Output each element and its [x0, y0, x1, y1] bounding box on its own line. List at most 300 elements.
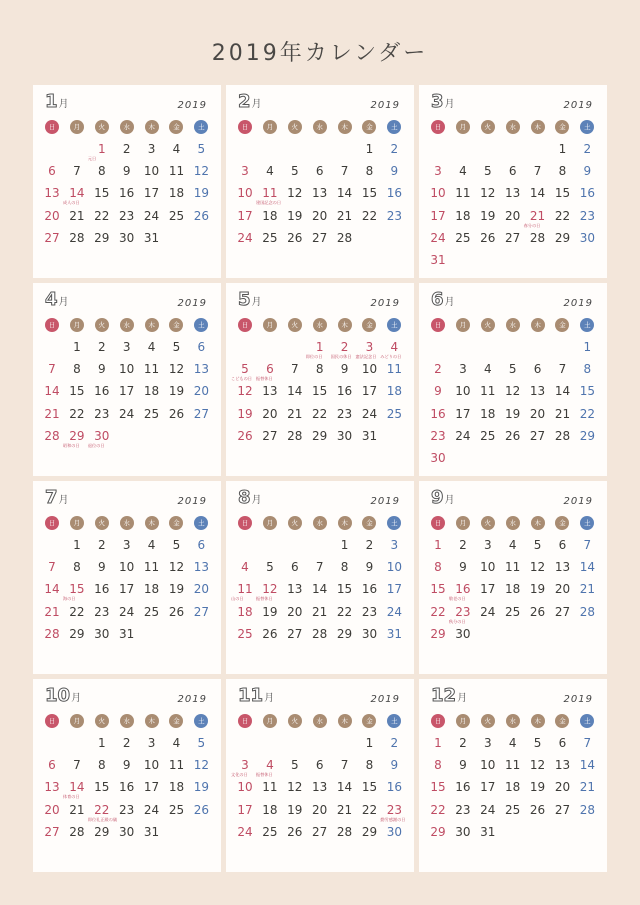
day-cell	[358, 359, 383, 381]
month-number: 10	[45, 685, 71, 706]
day-cell	[165, 337, 190, 359]
day-cell	[259, 624, 284, 646]
day-cell	[427, 448, 452, 470]
weekday-badge: 月	[70, 318, 84, 332]
weekday-badge: 火	[481, 318, 495, 332]
day-cell	[309, 426, 334, 448]
day-number: 8	[434, 758, 442, 773]
day-cell	[427, 228, 452, 250]
holiday-name: 退位の日	[87, 442, 105, 448]
day-cell	[116, 183, 141, 205]
day-cell	[165, 404, 190, 426]
day-number: 26	[505, 428, 521, 443]
day-number: 28	[336, 230, 353, 245]
day-cell	[259, 381, 284, 403]
day-cell	[91, 755, 116, 777]
day-cell	[91, 777, 116, 799]
day-cell	[502, 183, 527, 205]
day-number: 21	[579, 780, 595, 795]
day-cell	[41, 228, 66, 250]
day-number: 11	[505, 758, 521, 773]
day-number: 23	[386, 802, 402, 817]
day-number: 12	[193, 758, 209, 773]
day-cell	[141, 183, 166, 205]
day-cell	[234, 228, 259, 250]
day-number: 21	[44, 604, 60, 619]
month-number: 11	[238, 685, 264, 706]
day-cell	[334, 381, 359, 403]
day-number: 4	[390, 340, 399, 354]
month-number: 12	[431, 685, 457, 706]
empty-cell	[527, 139, 552, 161]
day-number: 7	[340, 758, 349, 773]
day-number: 15	[69, 582, 85, 597]
day-number: 28	[554, 428, 571, 443]
day-cell	[91, 822, 116, 844]
day-cell	[141, 535, 166, 557]
day-cell	[383, 579, 408, 601]
day-number: 26	[168, 406, 185, 421]
day-cell	[309, 381, 334, 403]
day-cell	[383, 381, 408, 403]
day-number: 10	[237, 780, 253, 795]
empty-cell	[284, 139, 309, 161]
day-number: 5	[533, 538, 542, 552]
day-number: 27	[287, 626, 303, 641]
month-unit: 月	[251, 495, 262, 506]
day-cell	[527, 800, 552, 822]
day-number: 18	[262, 802, 278, 817]
day-cell	[358, 404, 383, 426]
day-number: 16	[119, 186, 135, 201]
day-number: 4	[483, 362, 492, 377]
year-label: 2019	[563, 496, 593, 507]
weekday-header	[45, 120, 219, 134]
weekday-badge: 土	[580, 120, 594, 134]
empty-cell	[284, 535, 309, 557]
day-cell	[259, 426, 284, 448]
day-number: 23	[386, 208, 402, 223]
day-number: 18	[143, 384, 160, 399]
day-number: 14	[529, 186, 546, 201]
weekday-badge: 金	[555, 318, 569, 332]
day-cell	[576, 139, 601, 161]
holiday-name: 体育の日	[62, 794, 80, 800]
day-number: 10	[480, 560, 496, 575]
day-number: 15	[336, 582, 353, 597]
day-cell	[165, 602, 190, 624]
day-number: 15	[69, 384, 85, 399]
day-number: 25	[480, 428, 496, 443]
day-cell	[66, 404, 91, 426]
day-number: 24	[386, 604, 402, 619]
day-number: 29	[579, 428, 595, 443]
day-cell	[141, 602, 166, 624]
empty-cell	[284, 733, 309, 755]
day-number: 22	[69, 604, 85, 619]
holiday-name: 文化の日	[231, 772, 248, 778]
year-label: 2019	[370, 694, 400, 705]
day-number: 11	[262, 780, 278, 795]
day-number: 3	[147, 142, 156, 156]
month-card-1	[33, 85, 221, 278]
day-number: 15	[430, 582, 446, 597]
day-number: 25	[505, 802, 521, 817]
weekday-badge: 水	[313, 120, 327, 134]
day-cell	[358, 139, 383, 161]
weekday-badge: 日	[431, 516, 445, 530]
day-number: 31	[480, 824, 496, 839]
day-number: 23	[579, 208, 595, 223]
day-cell	[234, 404, 259, 426]
day-cell	[255, 183, 284, 206]
weekday-badge: 月	[70, 120, 84, 134]
day-cell	[66, 557, 91, 579]
day-number: 11	[143, 362, 160, 377]
weekday-badge: 木	[145, 120, 159, 134]
empty-cell	[41, 535, 66, 557]
weekday-badge: 日	[45, 318, 59, 332]
weekday-badge: 火	[481, 516, 495, 530]
day-number: 16	[579, 186, 595, 201]
day-cell	[41, 800, 66, 822]
day-number: 28	[529, 230, 546, 245]
day-cell	[551, 183, 576, 205]
empty-cell	[309, 733, 334, 755]
day-cell	[259, 206, 284, 228]
day-cell	[427, 733, 452, 755]
month-header	[238, 487, 262, 508]
day-number: 4	[241, 560, 249, 575]
day-number: 25	[262, 824, 278, 839]
day-number: 2	[340, 340, 349, 354]
day-cell	[62, 777, 91, 800]
day-cell	[358, 535, 383, 557]
day-cell	[448, 602, 477, 624]
day-cell	[165, 359, 190, 381]
weekday-badge: 木	[145, 516, 159, 530]
weekday-badge: 金	[555, 714, 569, 728]
page-title: 2019年カレンダー	[211, 41, 429, 66]
day-cell	[358, 183, 383, 205]
day-number: 12	[168, 560, 185, 575]
weekday-badge: 木	[531, 714, 545, 728]
day-number: 4	[459, 164, 467, 179]
holiday-name: 春分の日	[523, 222, 541, 228]
day-number: 7	[583, 538, 592, 552]
day-cell	[116, 359, 141, 381]
day-cell	[284, 800, 309, 822]
holiday-name: こどもの日	[231, 376, 252, 382]
day-cell	[576, 206, 601, 228]
month-card-10	[33, 679, 221, 872]
day-number: 25	[455, 230, 471, 245]
day-cell	[309, 359, 334, 381]
day-number: 10	[119, 560, 135, 575]
day-cell	[477, 777, 502, 799]
day-number: 3	[390, 538, 399, 552]
day-cell	[527, 359, 552, 381]
day-number: 9	[122, 164, 131, 179]
month-header	[431, 91, 455, 112]
day-number: 13	[44, 780, 60, 795]
month-unit: 月	[457, 693, 468, 704]
day-cell	[116, 161, 141, 183]
day-number: 5	[290, 758, 299, 773]
day-cell	[66, 755, 91, 777]
day-number: 12	[237, 384, 253, 399]
day-cell	[576, 755, 601, 777]
day-cell	[165, 755, 190, 777]
empty-cell	[502, 139, 527, 161]
year-label: 2019	[177, 100, 207, 111]
weekday-badge: 月	[263, 120, 277, 134]
day-cell	[576, 381, 601, 403]
day-cell	[427, 755, 452, 777]
weekday-badge: 土	[387, 516, 401, 530]
weekday-badge: 火	[288, 516, 302, 530]
day-number: 19	[480, 208, 496, 223]
day-grid	[234, 139, 408, 250]
day-number: 6	[558, 538, 567, 552]
month-unit: 月	[264, 693, 275, 704]
day-cell	[91, 579, 116, 601]
day-cell	[576, 535, 601, 557]
day-number: 16	[336, 384, 353, 399]
day-cell	[91, 161, 116, 183]
empty-cell	[551, 337, 576, 359]
day-number: 7	[73, 164, 81, 179]
day-cell	[383, 822, 408, 844]
day-number: 17	[143, 186, 160, 201]
day-cell	[452, 228, 477, 250]
weekday-header	[431, 120, 605, 134]
weekday-badge: 月	[70, 714, 84, 728]
empty-cell	[259, 139, 284, 161]
month-card-3	[419, 85, 607, 278]
weekday-badge: 日	[431, 714, 445, 728]
day-number: 20	[529, 406, 546, 421]
day-cell	[334, 206, 359, 228]
day-cell	[309, 579, 334, 601]
day-cell	[284, 426, 309, 448]
day-number: 25	[505, 604, 521, 619]
day-number: 29	[336, 626, 353, 641]
day-number: 6	[197, 340, 206, 354]
month-header	[45, 487, 69, 508]
day-number: 1	[73, 340, 81, 354]
day-number: 14	[44, 384, 60, 399]
day-number: 14	[554, 384, 571, 399]
day-cell	[284, 161, 309, 183]
day-cell	[141, 800, 166, 822]
day-number: 30	[119, 824, 135, 839]
day-number: 15	[554, 186, 571, 201]
day-cell	[190, 535, 215, 557]
day-cell	[380, 337, 408, 359]
day-cell	[190, 183, 215, 205]
day-number: 9	[390, 758, 399, 773]
day-cell	[452, 183, 477, 205]
day-cell	[452, 800, 477, 822]
day-number: 26	[193, 208, 209, 223]
month-header	[238, 289, 262, 310]
day-cell	[551, 777, 576, 799]
day-number: 31	[386, 626, 402, 641]
day-number: 1	[97, 142, 106, 156]
day-cell	[551, 800, 576, 822]
day-number: 4	[508, 538, 517, 552]
day-cell	[87, 426, 116, 448]
day-cell	[427, 206, 452, 228]
day-cell	[477, 359, 502, 381]
day-number: 14	[287, 384, 303, 399]
month-header	[431, 487, 455, 508]
day-cell	[284, 579, 309, 601]
day-number: 13	[505, 186, 521, 201]
month-number: 6	[431, 289, 444, 310]
day-number: 5	[483, 164, 492, 179]
day-number: 20	[312, 802, 328, 817]
day-cell	[527, 381, 552, 403]
day-number: 23	[336, 406, 353, 421]
day-cell	[116, 800, 141, 822]
day-grid	[231, 535, 408, 646]
weekday-badge: 火	[481, 714, 495, 728]
day-number: 26	[480, 230, 496, 245]
weekday-badge: 日	[431, 120, 445, 134]
day-number: 22	[312, 406, 328, 421]
day-number: 23	[94, 406, 110, 421]
day-number: 8	[315, 362, 324, 377]
day-cell	[190, 602, 215, 624]
empty-cell	[334, 139, 359, 161]
day-number: 5	[197, 142, 206, 156]
day-cell	[502, 535, 527, 557]
day-number: 1	[434, 736, 442, 750]
day-cell	[452, 359, 477, 381]
day-cell	[116, 139, 141, 161]
day-grid	[427, 139, 601, 272]
day-cell	[284, 822, 309, 844]
weekday-badge: 月	[263, 714, 277, 728]
day-cell	[87, 800, 118, 822]
day-number: 28	[579, 802, 595, 817]
weekday-badge: 日	[238, 516, 252, 530]
day-cell	[165, 557, 190, 579]
weekday-badge: 水	[120, 318, 134, 332]
weekday-header	[431, 516, 605, 530]
day-cell	[383, 535, 408, 557]
day-cell	[255, 755, 284, 778]
day-cell	[358, 557, 383, 579]
day-number: 12	[262, 582, 278, 597]
day-number: 16	[361, 582, 378, 597]
day-number: 18	[505, 582, 521, 597]
day-cell	[334, 557, 359, 579]
day-number: 23	[361, 604, 378, 619]
day-cell	[141, 161, 166, 183]
day-number: 30	[579, 230, 595, 245]
day-number: 4	[147, 538, 156, 552]
day-cell	[190, 359, 215, 381]
day-cell	[284, 755, 309, 777]
day-number: 12	[505, 384, 521, 399]
weekday-header	[238, 318, 412, 332]
day-cell	[502, 404, 527, 426]
day-cell	[358, 579, 383, 601]
day-number: 12	[287, 780, 303, 795]
day-number: 3	[241, 758, 249, 773]
day-cell	[477, 535, 502, 557]
day-number: 14	[69, 780, 85, 795]
day-cell	[551, 426, 576, 448]
day-cell	[334, 228, 359, 250]
day-number: 19	[505, 406, 521, 421]
weekday-badge: 月	[456, 120, 470, 134]
day-number: 8	[73, 362, 81, 377]
day-number: 13	[312, 186, 328, 201]
day-number: 18	[237, 604, 253, 619]
day-cell	[259, 777, 284, 799]
day-number: 25	[262, 230, 278, 245]
day-cell	[383, 624, 408, 646]
empty-cell	[309, 535, 334, 557]
day-number: 21	[579, 582, 595, 597]
day-number: 27	[505, 230, 521, 245]
weekday-badge: 土	[580, 516, 594, 530]
day-number: 31	[143, 230, 160, 245]
day-number: 26	[529, 802, 546, 817]
day-number: 21	[44, 406, 60, 421]
day-number: 4	[266, 758, 274, 773]
day-cell	[452, 206, 477, 228]
day-cell	[358, 161, 383, 183]
day-cell	[141, 404, 166, 426]
day-cell	[452, 161, 477, 183]
day-cell	[576, 579, 601, 601]
weekday-badge: 火	[288, 714, 302, 728]
day-number: 11	[505, 560, 521, 575]
holiday-name: みどりの日	[380, 354, 402, 359]
day-number: 7	[315, 560, 324, 575]
weekday-badge: 日	[45, 516, 59, 530]
day-cell	[141, 359, 166, 381]
day-cell	[41, 161, 66, 183]
day-number: 17	[237, 802, 253, 817]
weekday-badge: 水	[506, 714, 520, 728]
month-header	[45, 289, 69, 310]
day-number: 21	[69, 802, 85, 817]
day-cell	[452, 404, 477, 426]
day-number: 5	[197, 736, 206, 750]
day-cell	[427, 161, 452, 183]
weekday-badge: 金	[169, 516, 183, 530]
weekday-badge: 土	[580, 318, 594, 332]
day-number: 1	[315, 340, 324, 354]
day-number: 17	[430, 208, 446, 223]
day-number: 22	[336, 604, 353, 619]
month-number: 4	[45, 289, 58, 310]
day-cell	[41, 557, 66, 579]
day-cell	[502, 426, 527, 448]
day-cell	[477, 822, 502, 844]
month-header	[431, 289, 455, 310]
holiday-name: 昭和の日	[62, 442, 80, 448]
day-number: 13	[554, 560, 571, 575]
day-cell	[234, 800, 259, 822]
day-number: 1	[97, 736, 106, 750]
